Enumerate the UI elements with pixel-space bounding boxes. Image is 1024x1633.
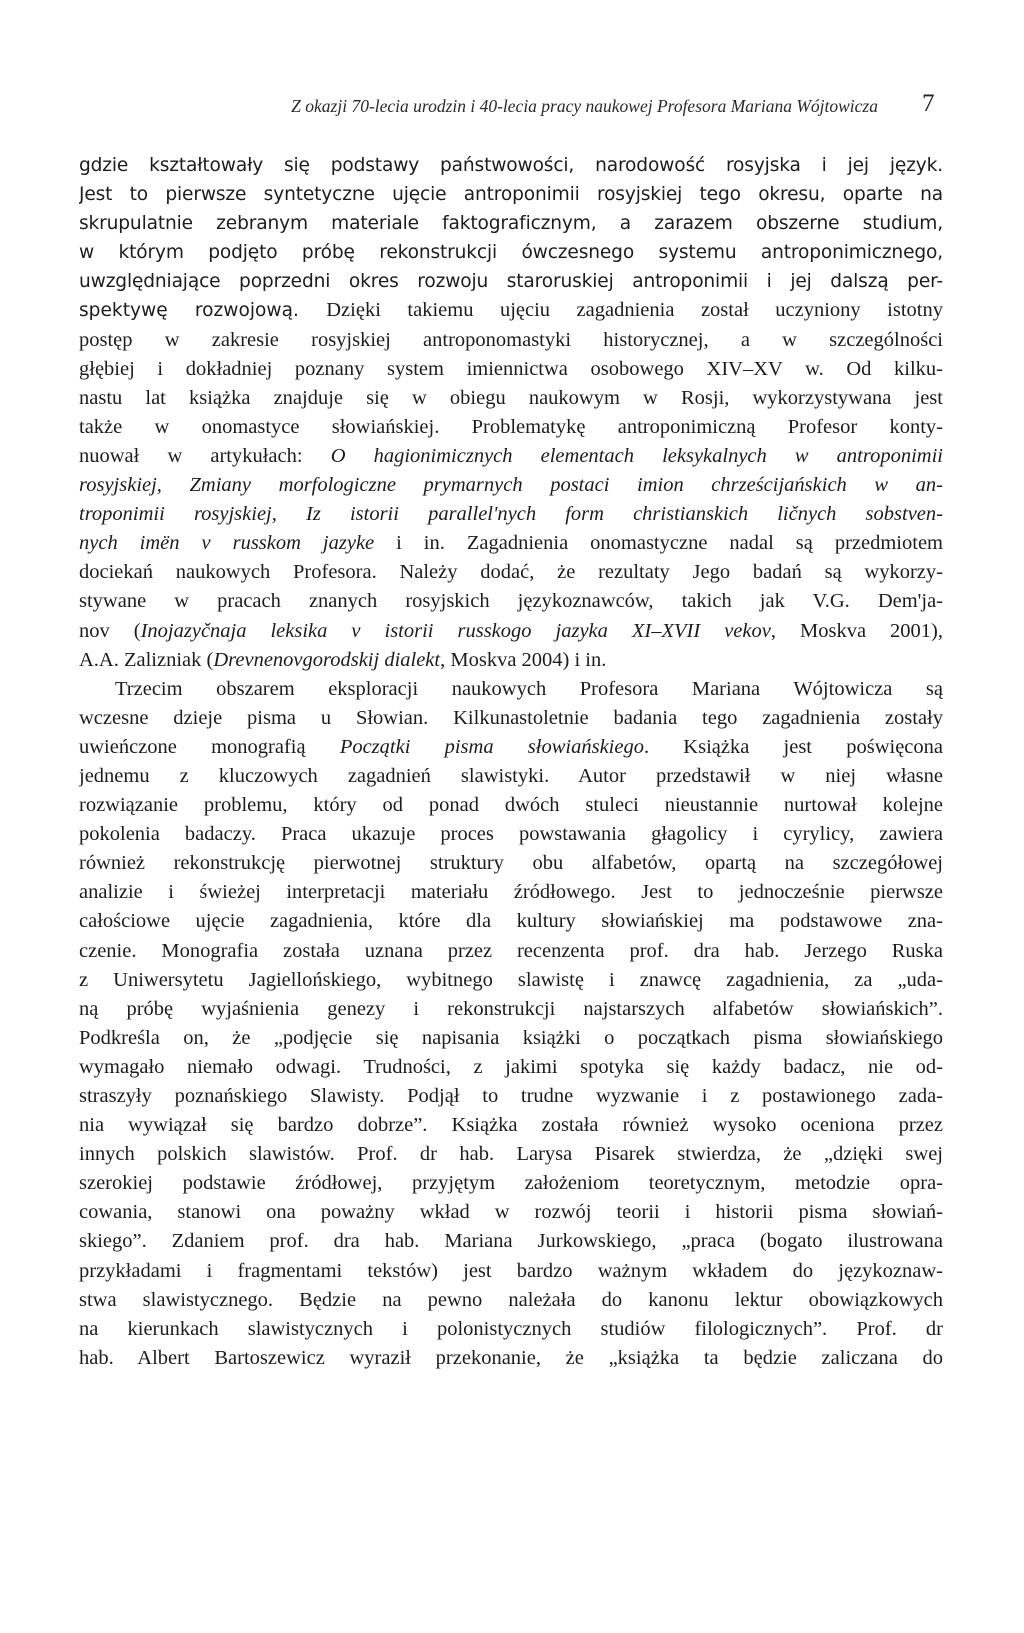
text-line: w którym podjęto próbę rekonstrukcji ówczesnego systemu antroponimicznego, [79, 242, 943, 264]
text-line: całościowe ujęcie zagadnienia, które dla kultury słowiańskiej ma podstawowe zna- [79, 910, 943, 933]
text-line: czenie. Monografia została uznana przez recenzenta prof. dra hab. Jerzego Ruska [79, 939, 943, 962]
text-line: głębiej i dokładniej poznany system imiennictwa osobowego XIV–XV w. Od kilku- [79, 357, 943, 380]
running-title: Z okazji 70-lecia urodzin i 40-lecia pracy naukowej Profesora Mariana Wójtowicza [291, 96, 878, 116]
text-line: rozwiązanie problemu, który od ponad dwóch stuleci nieustannie nurtował kolejne [79, 794, 943, 817]
text-segment: i in. Zagadnienia onomastyczne nadal są przedmiotem [374, 532, 943, 555]
text-line: jednemu z kluczowych zagadnień slawistyki. Autor przedstawił w niej własne [79, 764, 943, 787]
page-number: 7 [922, 90, 935, 117]
text-segment: . Książka jest poświęcona [643, 735, 943, 758]
italic-title: Inojazyčnaja leksika v istorii russkogo jazyka XI–XVII vekov [140, 619, 771, 642]
text-segment: A.A. Zalizniak ( [79, 648, 214, 671]
italic-title: Początki pisma słowiańskiego [339, 735, 644, 758]
text-line: Jest to pierwsze syntetyczne ujęcie antroponimii rosyjskiej tego okresu, oparte na [79, 184, 943, 206]
text-line: postęp w zakresie rosyjskiej antroponomastyki historycznej, a w szczególności [79, 328, 943, 351]
text-line: Trzecim obszarem eksploracji naukowych Profesora Mariana Wójtowicza są [115, 677, 943, 700]
text-line: stwa slawistycznego. Będzie na pewno należała do kanonu lektur obowiązkowych [79, 1288, 943, 1311]
text-line [79, 471, 943, 500]
text-line: pokolenia badaczy. Praca ukazuje proces powstawania głagolicy i cyrylicy, zawiera [79, 823, 943, 846]
text-line: straszyły poznańskiego Slawisty. Podjął to trudne wyzwanie i z postawionego zada- [79, 1085, 943, 1107]
text-line [79, 646, 943, 675]
text-line: skiego”. Zdaniem prof. dra hab. Mariana Jurkowskiego, „praca (bogato ilustrowana [79, 1230, 943, 1253]
text-line: przykładami i fragmentami tekstów) jest bardzo ważnym wkładem do językoznaw- [79, 1259, 943, 1282]
text-segment: nuował w artykułach: [79, 444, 331, 467]
text-segment: , Moskva 2001), [770, 619, 943, 642]
text-line: skrupulatnie zebranym materiale faktograficznym, a zarazem obszerne studium, [79, 213, 943, 235]
body-text [79, 151, 943, 1373]
text-line: ną próbę wyjaśnienia genezy i rekonstrukcji najstarszych alfabetów słowiańskich”. [79, 997, 943, 1020]
text-line: innych polskich slawistów. Prof. dr hab. Larysa Pisarek stwierdza, że „dzięki swej [79, 1143, 943, 1166]
text-line [79, 529, 943, 558]
running-header [0, 90, 1024, 124]
text-line: także w onomastyce słowiańskiej. Problematykę antroponimiczną Profesor konty- [79, 415, 943, 438]
text-line: na kierunkach slawistycznych i polonistycznych studiów filologicznych”. Prof. dr [79, 1317, 943, 1340]
text-line: cowania, stanowi ona poważny wkład w rozwój teorii i historii pisma słowiań- [79, 1201, 943, 1224]
text-line: szerokiej podstawie źródłowej, przyjętym założeniom teoretycznym, metodzie opra- [79, 1172, 943, 1195]
text-line: nastu lat książka znajduje się w obiegu naukowym w Rosji, wykorzystywana jest [79, 386, 943, 409]
text-line [79, 617, 943, 646]
italic-title: O hagionimicznych elementach leksykalnych w antroponimii [330, 444, 943, 467]
text-line: z Uniwersytetu Jagiellońskiego, wybitnego slawistę i znawcę zagadnienia, za „uda- [79, 968, 943, 991]
text-line: dociekań naukowych Profesora. Należy dodać, że rezultaty Jego badań są wykorzy- [79, 561, 943, 584]
text-line [79, 733, 943, 762]
text-segment: , Moskva 2004) i in. [440, 648, 607, 671]
text-line: Podkreśla on, że „podjęcie się napisania książki o początkach pisma słowiańskiego [79, 1026, 943, 1049]
text-line: również rekonstrukcję pierwotnej struktury obu alfabetów, opartą na szczegółowej [79, 852, 943, 875]
text-line: wczesne dzieje pisma u Słowian. Kilkunastoletnie badania tego zagadnienia zostały [79, 706, 943, 729]
text-segment: uwieńczone monografią [79, 735, 340, 758]
text-segment: nov ( [79, 619, 141, 642]
text-line [79, 296, 943, 325]
text-line: analizie i świeżej interpretacji materiału źródłowego. Jest to jednocześnie pierwsze [79, 881, 943, 904]
text-line [79, 442, 943, 471]
text-line: nia wywiązał się bardzo dobrze”. Książka została również wysoko oceniona przez [79, 1114, 943, 1137]
text-segment: Dzięki takiemu ujęciu zagadnienia został uczyniony istotny [326, 299, 943, 322]
italic-title: rosyjskiej, Zmiany morfologiczne prymarnych postaci imion chrześcijańskich w an- [79, 474, 943, 497]
italic-title: troponimii rosyjskiej, Iz istorii parallel'nych form christianskich ličnych sobstven- [79, 503, 943, 526]
text-line: uwzględniające poprzedni okres rozwoju staroruskiej antroponimii i jej dalszą per- [79, 271, 943, 293]
text-line: gdzie kształtowały się podstawy państwowości, narodowość rosyjska i jej język. [79, 155, 943, 176]
text-segment: spektywę rozwojową. [79, 300, 327, 322]
italic-title: Drevnenovgorodskij dialekt [213, 648, 441, 671]
text-line [79, 500, 943, 529]
text-line: wymagało niemało odwagi. Trudności, z jakimi spotyka się każdy badacz, nie od- [79, 1055, 943, 1078]
text-line: stywane w pracach znanych rosyjskich językoznawców, takich jak V.G. Dem'ja- [79, 590, 943, 613]
italic-title: nych imën v russkom jazyke [79, 532, 375, 555]
text-line: hab. Albert Bartoszewicz wyraził przekonanie, że „książka ta będzie zaliczana do [79, 1346, 943, 1369]
